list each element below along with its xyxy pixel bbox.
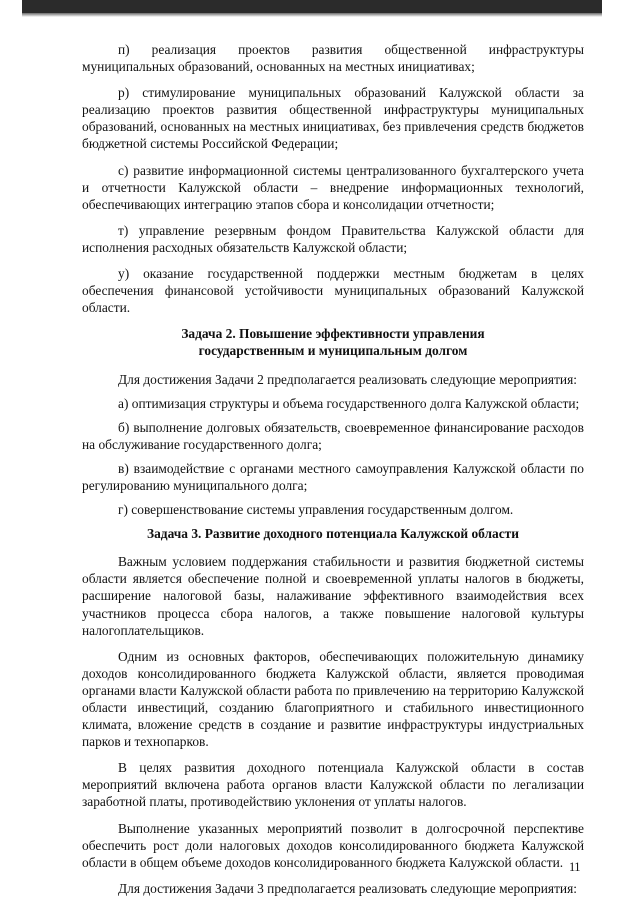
task2-heading-line2: государственным и муниципальным долгом <box>198 343 468 359</box>
task2-item-a: а) оптимизация структуры и объема государственного долга Калужской области; <box>118 395 580 411</box>
task2-heading <box>82 325 584 359</box>
document-page <box>82 41 584 906</box>
list-item-r: р) стимулирование муниципальных образований Калужской области за реализацию проектов развития общественной инфраструктуры муниципальных образований, основанных на местных инициативах, без привлечения средств бюджетов бюджетной системы Российской Федерации; <box>82 85 584 152</box>
task3-paragraph: Одним из основных факторов, обеспечивающих положительную динамику доходов консолидированного бюджета Калужской области, является проводимая органами власти Калужской области работа по привлечению на территорию Калужской области инвестиций, созданию благоприятного и стабильного инвестиционного климата, вложение средств в создание и развитие инфраструктуры индустриальных парков и технопарков. <box>82 648 584 750</box>
task3-paragraph: В целях развития доходного потенциала Калужской области в состав мероприятий включена работа органов власти Калужской области по легализации заработной платы, противодействию уклонения от уплаты налогов. <box>82 760 584 810</box>
task3-heading <box>82 525 584 542</box>
list-item-u: у) оказание государственной поддержки местным бюджетам в целях обеспечения финансовой устойчивости муниципальных образований Калужской области. <box>82 266 584 316</box>
task3-heading-text: Задача 3. Развитие доходного потенциала Калужской области <box>147 526 519 542</box>
task2-item-g: г) совершенствование системы управления государственным долгом. <box>118 502 514 518</box>
task2-heading-line1: Задача 2. Повышение эффективности управления <box>181 326 485 342</box>
page-number: 11 <box>569 860 581 874</box>
scan-top-shadow <box>22 13 602 17</box>
list-item-t: т) управление резервным фондом Правительства Калужской области для исполнения расходных обязательств Калужской области; <box>82 222 584 255</box>
task3-intro-measures: Для достижения Задачи 3 предполагается реализовать следующие мероприятия: <box>118 880 577 896</box>
task2-item-b: б) выполнение долговых обязательств, своевременное финансирование расходов на обслуживание государственного долга; <box>82 419 584 452</box>
task2-intro: Для достижения Задачи 2 предполагается реализовать следующие мероприятия: <box>118 371 577 387</box>
list-item-s: с) развитие информационной системы централизованного бухгалтерского учета и отчетности Калужской области – внедрение информационных технологий, обеспечивающих интеграцию этапов сбора и консолидации отчетности; <box>82 162 584 212</box>
scan-top-edge <box>22 0 602 13</box>
task2-item-v: в) взаимодействие с органами местного самоуправления Калужской области по регулированию муниципального долга; <box>82 460 584 493</box>
list-item-p: п) реализация проектов развития общественной инфраструктуры муниципальных образований, основанных на местных инициативах; <box>82 42 584 75</box>
task3-paragraph: Важным условием поддержания стабильности и развития бюджетной системы области является обеспечение полной и своевременной уплаты налогов в бюджеты, расширение налоговой базы, налаживание эффективного взаимодействия всех участников процесса сбора налогов, а также повышение налоговой культуры налогоплательщиков. <box>82 554 584 638</box>
task3-paragraph: Выполнение указанных мероприятий позволит в долгосрочной перспективе обеспечить рост доли налоговых доходов консолидированного бюджета Калужской области в общем объеме доходов консолидированного бюджета Калужской области. <box>82 820 584 870</box>
